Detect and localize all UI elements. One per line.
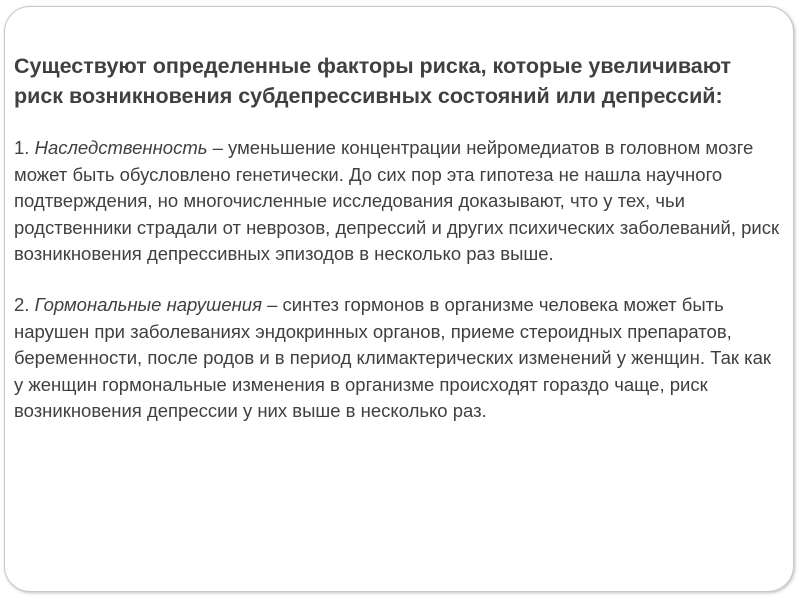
risk-factor-item-1 [14, 135, 784, 268]
item-term: Гормональные нарушения [34, 293, 262, 315]
item-text: – синтез гормонов в организме человека может быть нарушен при заболеваниях эндокринных органов, приеме стероидных препаратов, беременности, после родов и в период климактерических изменений у женщин. Так как у женщин гормональные изменения в организме происходят гораздо чаще, риск возникновения депрессии у них выше в несколько раз. [14, 293, 771, 422]
slide-heading: Существуют определенные факторы риска, которые увеличивают риск возникновения субдепрессивных состояний или депрессий: [14, 54, 732, 108]
item-number: 1. [14, 137, 30, 158]
slide-content [14, 51, 784, 425]
item-number: 2. [14, 293, 30, 315]
item-text: – уменьшение концентрации нейромедиатов в головном мозге может быть обусловлено генетически. До сих пор эта гипотеза не нашла научного подтверждения, но многочисленные исследования доказывают, что у тех, чьи родственники страдали от неврозов, депрессий и других психических заболеваний, риск возникновения депрессивных эпизодов в несколько раз выше. [14, 137, 780, 265]
slide-frame [4, 6, 794, 592]
risk-factor-item-2 [14, 292, 784, 425]
item-term: Наследственность [34, 137, 208, 158]
spacer [14, 268, 784, 292]
spacer [14, 111, 784, 135]
